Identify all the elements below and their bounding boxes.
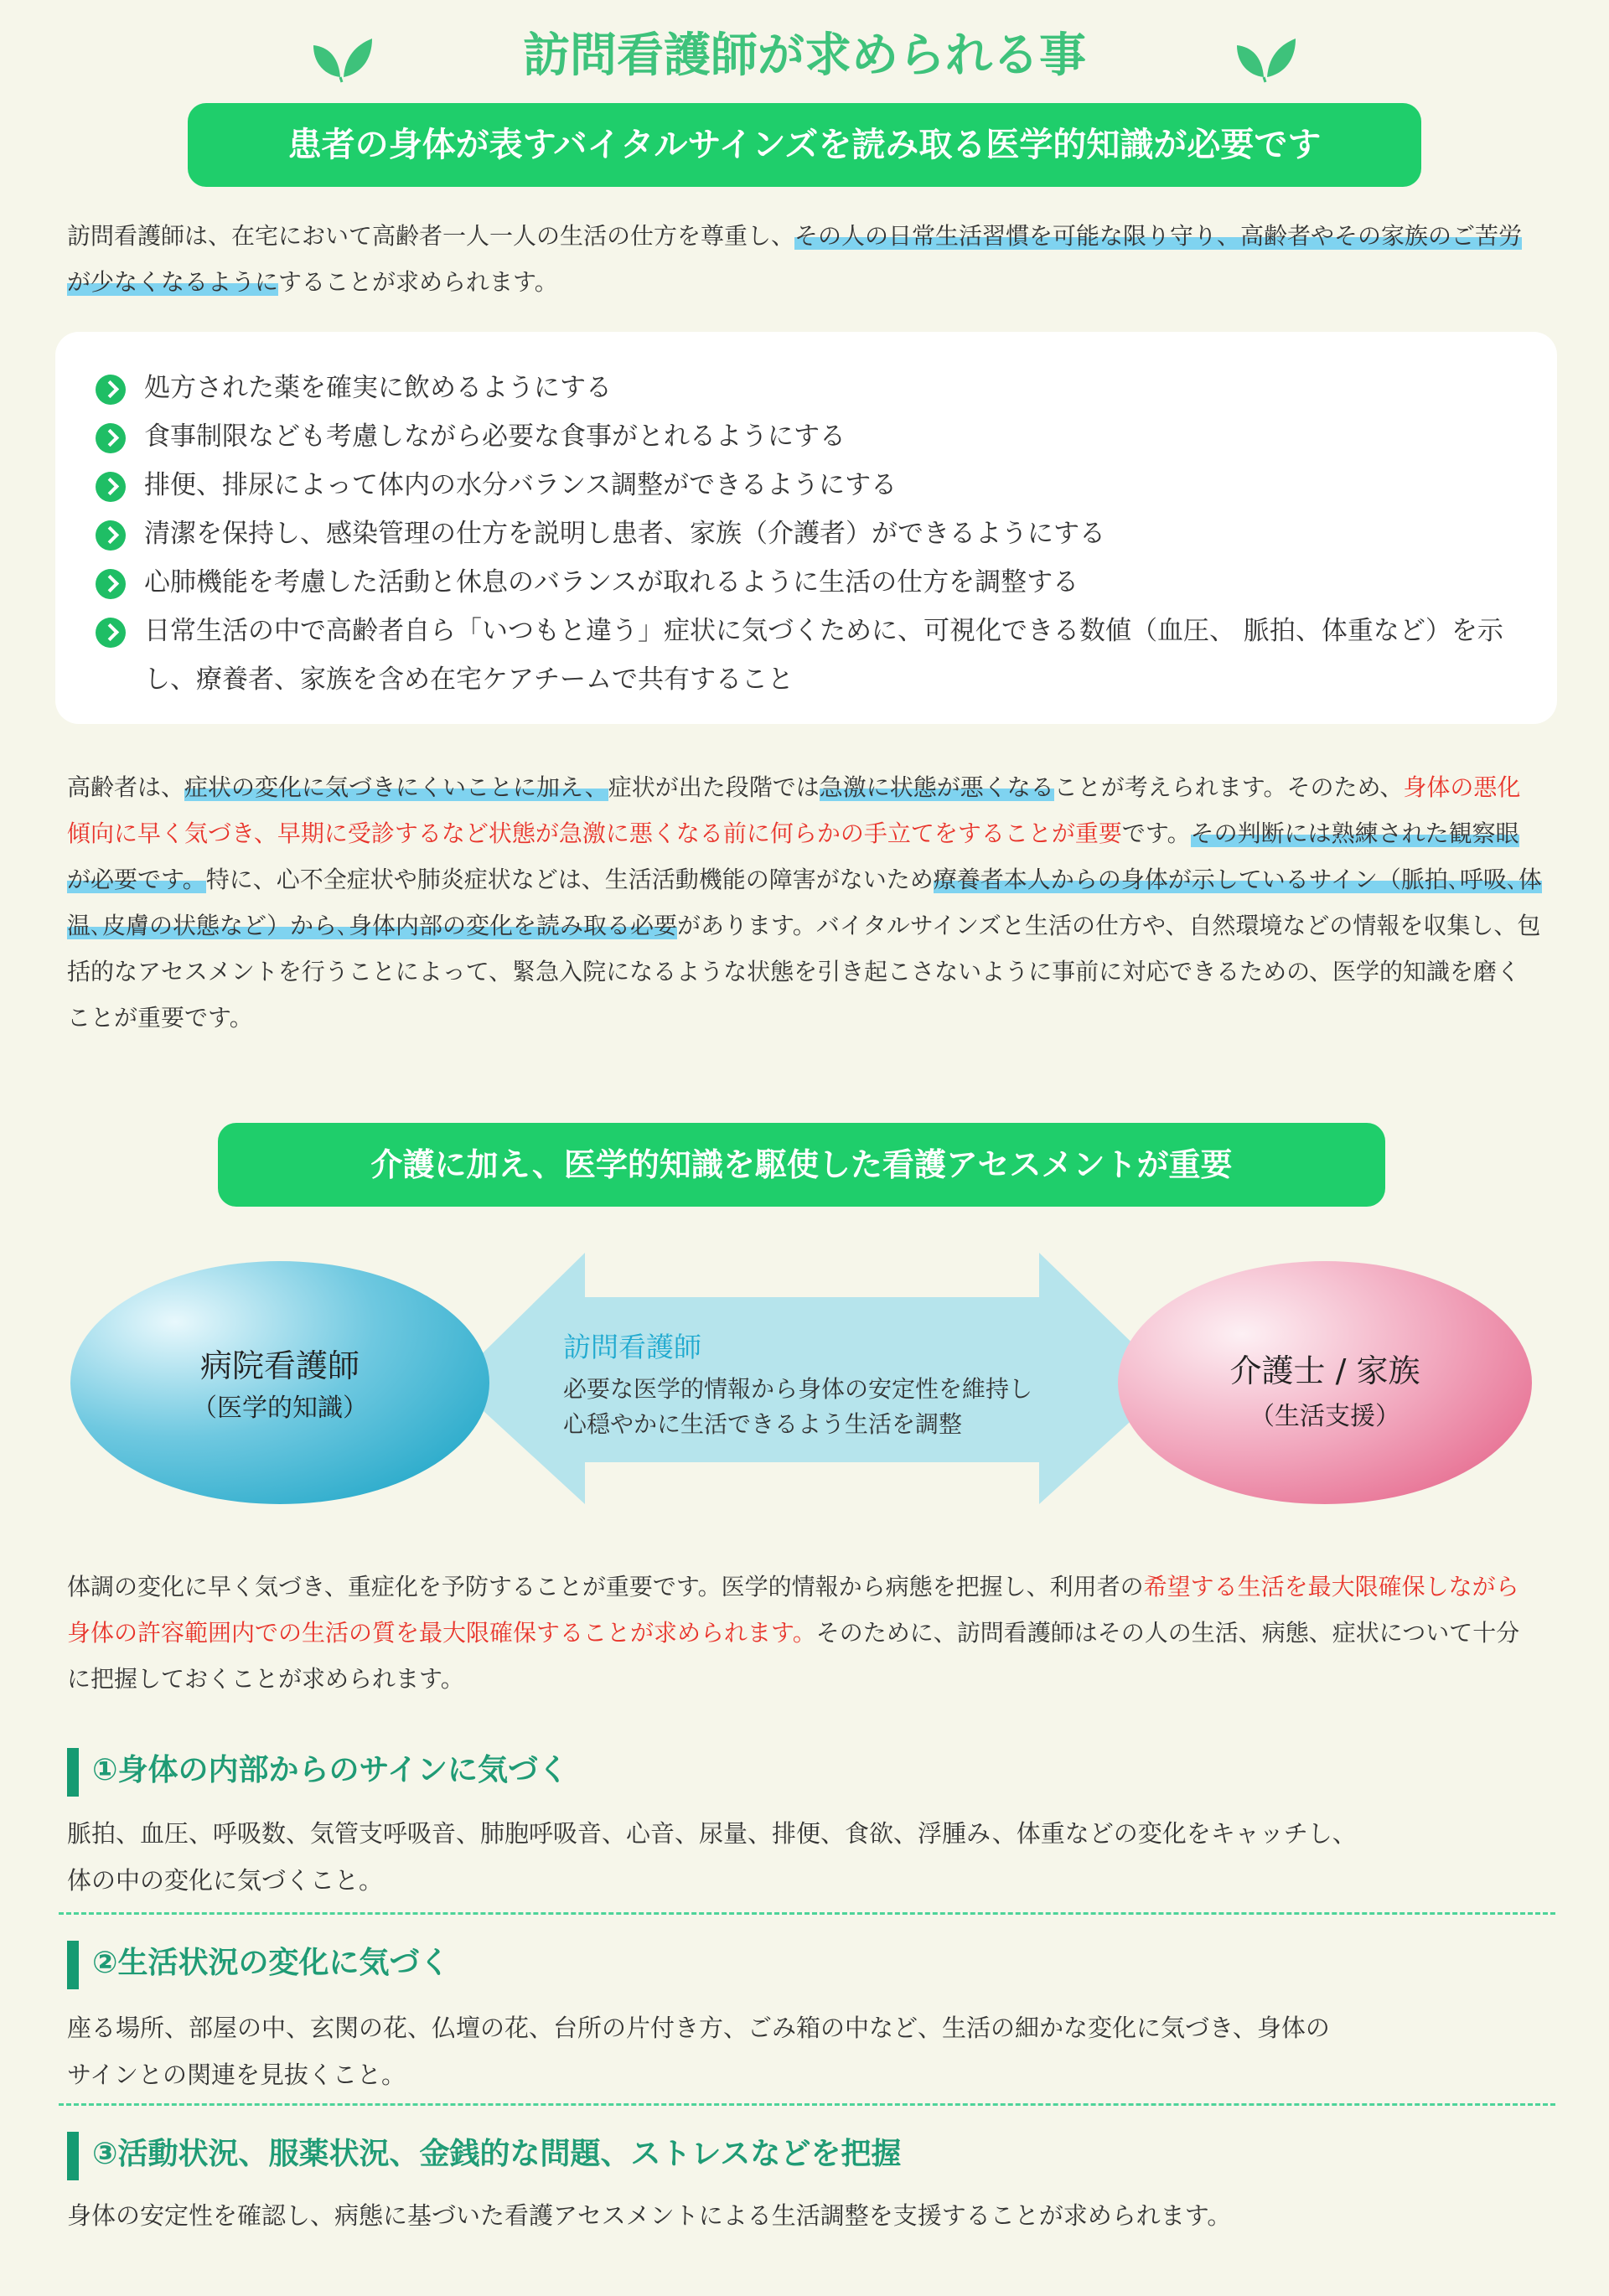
role-diagram	[0, 1249, 1609, 1517]
list-item	[96, 461, 1537, 509]
emphasis-span: 希望する生活を最大限確保しながら身体の許容範囲内での生活の質を最大限確保することが求められます。	[67, 1573, 1519, 1647]
visiting-nurse-line2: 心穏やかに生活できるよう生活を調整	[563, 1410, 963, 1438]
chevron-check-icon	[96, 423, 126, 453]
section-line: 身体の安定性を確認し、病態に基づいた看護アセスメントによる生活調整を支援することが求められます。	[67, 2201, 1232, 2230]
text-span: 高齢者は、	[67, 773, 185, 801]
text-span: そのために、訪問看護師はその人の生活、病態、症状について十分に把握しておくことが求められます。	[67, 1619, 1520, 1693]
dashed-divider	[59, 2103, 1555, 2106]
section-heading	[67, 2132, 901, 2177]
chevron-check-icon	[96, 375, 126, 405]
section-text	[67, 2192, 1542, 2239]
list-item-text: 処方された薬を確実に飲めるようにする	[144, 373, 612, 403]
list-item-text: 食事制限なども考慮しながら必要な食事がとれるようにする	[144, 421, 846, 452]
text-span: です。	[1121, 820, 1191, 847]
section-banner-vital-signs: 患者の身体が表すバイタルサインズを読み取る医学的知識が必要です	[188, 103, 1421, 187]
caregiver-title: 介護士 / 家族	[1229, 1352, 1420, 1389]
dashed-divider	[59, 1912, 1555, 1915]
text-span: があります。バイタルサインズと生活の仕方や、自然環境などの情報を収集し、包括的なアセスメントを行うことによって、緊急入院になるような状態を引き起こさないように事前に対応できるための、医学的知識を磨くことが重要です。	[67, 912, 1541, 1032]
assessment-paragraph	[67, 1564, 1542, 1702]
heading-bar	[67, 1748, 79, 1797]
list-item-text: 排便、排尿によって体内の水分バランス調整ができるようにする	[144, 470, 898, 500]
emphasis-span: 身体の悪化傾向に早く気づき、早期に受診するなど状態が急激に悪くなる前に何らかの手立てをすることが重要	[67, 773, 1521, 847]
intro-text: 訪問看護師は、在宅において高齢者一人一人の生活の仕方を尊重し、	[67, 222, 795, 250]
chevron-check-icon	[96, 520, 126, 551]
chevron-check-icon	[96, 569, 126, 599]
elderly-paragraph	[67, 764, 1542, 1041]
list-item	[96, 558, 1537, 607]
list-item	[96, 412, 1537, 461]
list-item-text: 日常生活の中で高齢者自ら「いつもと違う」症状に気づくために、可視化できる数値（血圧、 脈拍、体重など）を示し、療養者、家族を含め在宅ケアチームで共有すること	[144, 616, 1503, 695]
visiting-nurse-title: 訪問看護師	[563, 1331, 701, 1363]
section-text	[67, 1810, 1542, 1904]
text-span: 体調の変化に早く気づき、重症化を予防することが重要です。医学的情報から病態を把握し、利用者の	[67, 1573, 1144, 1600]
checklist	[96, 364, 1537, 704]
section-line: 座る場所、部屋の中、玄関の花、仏壇の花、台所の片付き方、ごみ箱の中など、生活の細かな変化に気づき、身体の	[67, 2014, 1330, 2042]
text-span: 症状が出た段階では	[608, 773, 820, 801]
hospital-nurse-title: 病院看護師	[199, 1347, 360, 1384]
list-item-text: 心肺機能を考慮した活動と休息のバランスが取れるように生活の仕方を調整する	[144, 567, 1079, 597]
caregiver-family-ellipse	[1118, 1261, 1532, 1504]
section-heading	[67, 1941, 449, 1986]
section-line: 脈拍、血圧、呼吸数、気管支呼吸音、肺胞呼吸音、心音、尿量、排便、食欲、浮腫み、体重などの変化をキャッチし、	[67, 1819, 1357, 1848]
list-item	[96, 607, 1537, 704]
list-item-text: 清潔を保持し、感染管理の仕方を説明し患者、家族（介護者）ができるようにする	[144, 519, 1105, 549]
chevron-check-icon	[96, 472, 126, 502]
section-line: サインとの関連を見抜くこと。	[67, 2061, 406, 2089]
intro-highlight: その人の日常生活習慣を可能な限り守り、高齢者やその家族のご苦労が少なくなるように	[67, 222, 1523, 296]
visiting-nurse-line1: 必要な医学的情報から身体の安定性を維持し	[563, 1375, 1033, 1403]
section-heading	[67, 1748, 568, 1793]
highlight-span: その判断には熟練された観察眼が必要です。	[67, 820, 1519, 893]
text-span: 特に、心不全症状や肺炎症状などは、生活活動機能の障害がないため	[205, 866, 934, 893]
heading-bar	[67, 2132, 79, 2180]
list-item	[96, 509, 1537, 558]
highlight-span: 急激に状態が悪くなる	[819, 773, 1054, 801]
section-text	[67, 2004, 1542, 2098]
section-heading-text: ②生活状況の変化に気づく	[92, 1946, 450, 1980]
checklist-card	[55, 332, 1557, 724]
leaf-icon	[1232, 25, 1299, 84]
section-heading-text: ①身体の内部からのサインに気づく	[92, 1753, 568, 1787]
hospital-nurse-ellipse	[70, 1261, 489, 1504]
page-title: 訪問看護師が求められる事	[523, 28, 1086, 83]
section-heading-text: ③活動状況、服薬状況、金銭的な問題、ストレスなどを把握	[92, 2137, 902, 2171]
highlight-span: 症状の変化に気づきにくいことに加え、	[184, 773, 608, 801]
highlight-span: 療養者本人からの身体が示しているサイン（脈拍､呼吸､体温､皮膚の状態など）から､身体内部の変化を読み取る必要	[67, 866, 1542, 939]
section-banner-assessment: 介護に加え、医学的知識を駆使した看護アセスメントが重要	[218, 1123, 1385, 1207]
chevron-check-icon	[96, 618, 126, 648]
hospital-nurse-sub: （医学的知識）	[192, 1394, 368, 1423]
intro-text-end: することが求められます。	[278, 268, 558, 296]
section-line: 体の中の変化に気づくこと。	[67, 1866, 384, 1895]
caregiver-sub: （生活支援）	[1249, 1402, 1400, 1431]
heading-bar	[67, 1941, 79, 1989]
list-item	[96, 364, 1537, 412]
intro-paragraph	[67, 213, 1542, 305]
text-span: ことが考えられます。そのため、	[1053, 773, 1404, 801]
